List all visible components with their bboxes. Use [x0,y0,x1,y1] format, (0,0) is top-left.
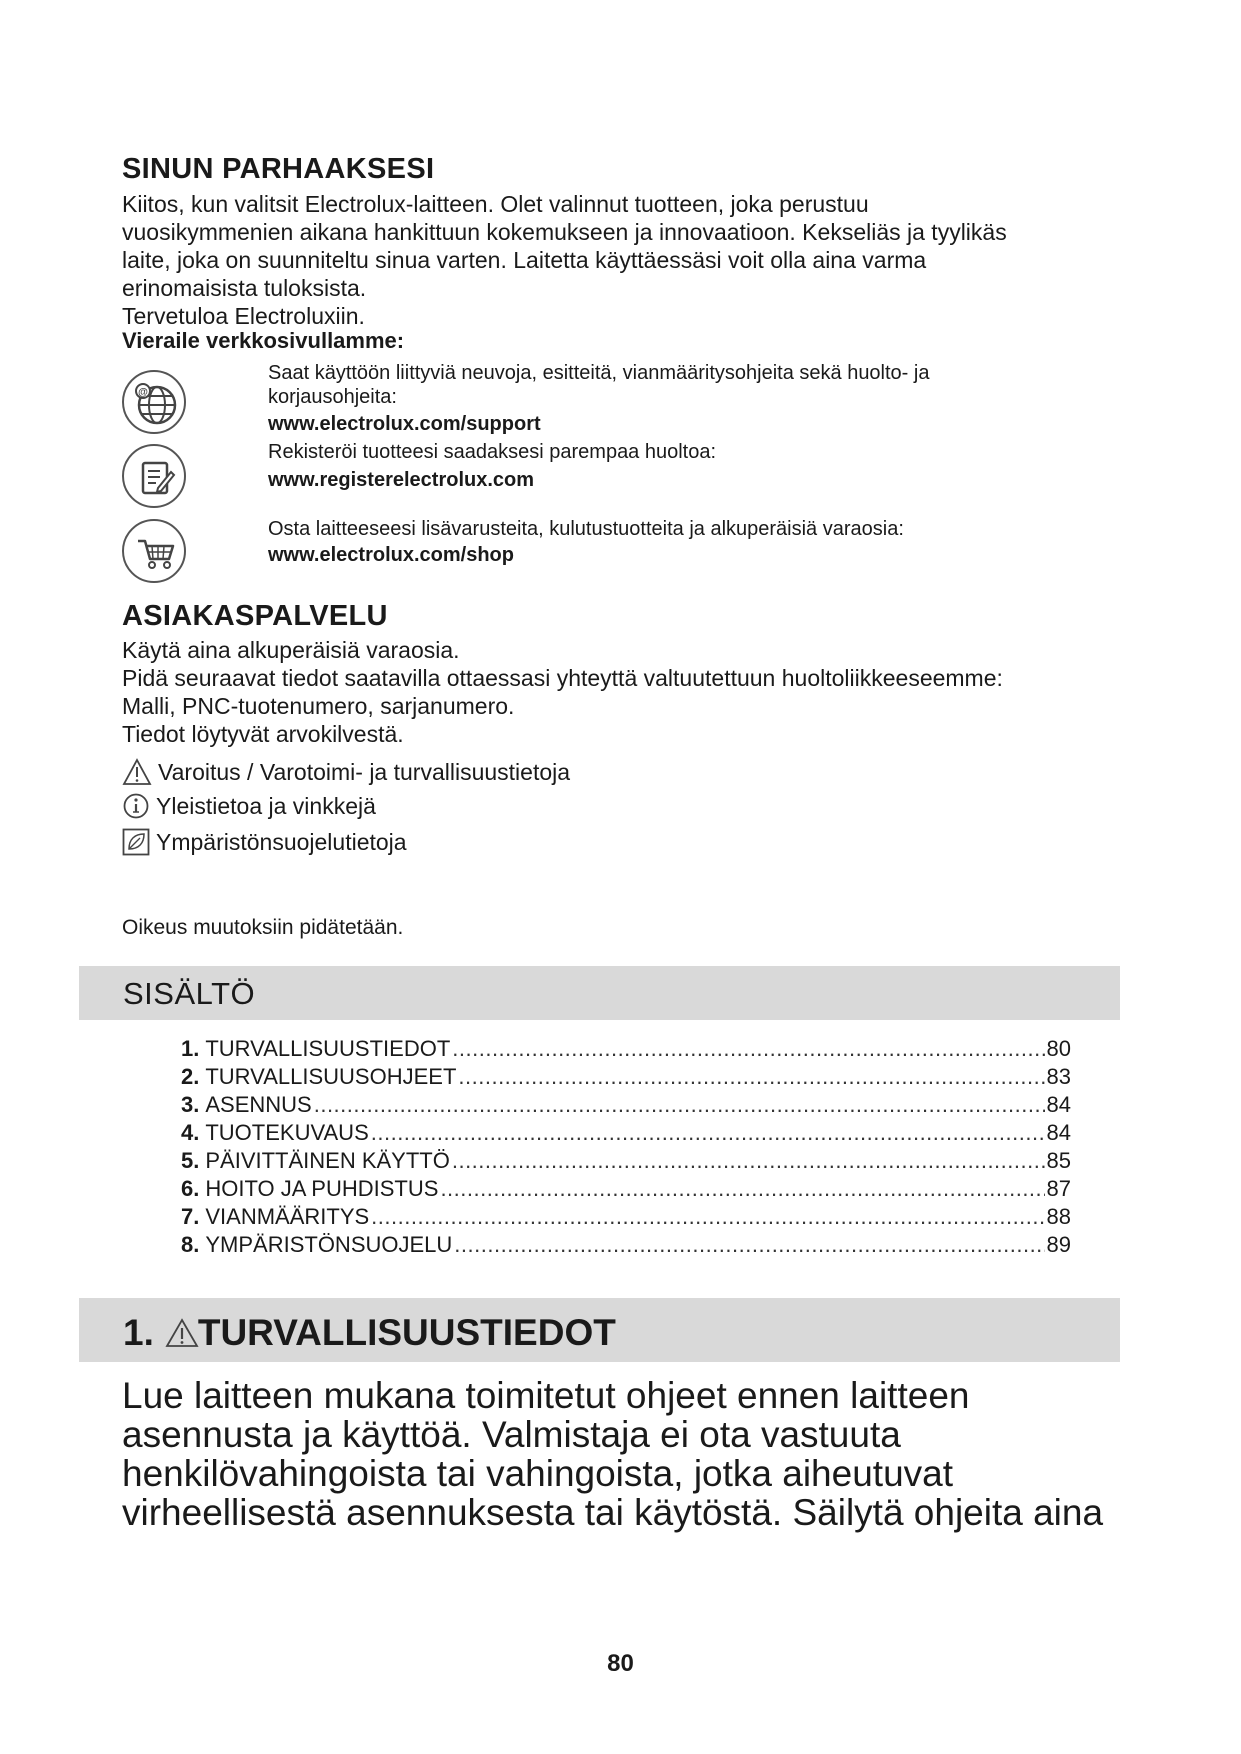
toc-title: TUOTEKUVAUS [205,1120,369,1145]
warning-triangle-icon [122,758,152,786]
link-description: Saat käyttöön liittyviä neuvoja, esitteitä, vianmääritysohjeita sekä huolto- ja [268,362,930,384]
toc-number: 6. [181,1176,200,1201]
toc-number: 8. [181,1232,200,1257]
toc-item[interactable] [181,1148,1071,1176]
toc-number: 3. [181,1092,200,1117]
toc-number: 5. [181,1148,200,1173]
toc-number: 7. [181,1204,200,1229]
toc-item[interactable] [181,1036,1071,1064]
intro-line: erinomaisista tuloksista. [122,275,367,301]
toc-leader [440,1176,1044,1202]
legend-label: Yleistietoa ja vinkkejä [156,792,376,819]
toc-item[interactable] [181,1092,1071,1120]
visit-label: Vieraile verkkosivullamme: [122,328,405,353]
section1-line: asennusta ja käyttöä. Valmistaja ei ota vastuuta [122,1414,901,1455]
section1-line: henkilövahingoista tai vahingoista, jotka aiheutuvat [122,1453,954,1494]
customer-line: Käytä aina alkuperäisiä varaosia. [122,637,460,663]
toc-leader [371,1120,1045,1146]
section-title [123,1312,616,1354]
rights-notice: Oikeus muutoksiin pidätetään. [122,916,404,939]
toc-title: TURVALLISUUSOHJEET [205,1064,457,1089]
toc-leader [314,1092,1045,1118]
toc-page: 83 [1046,1064,1071,1089]
toc-title: TURVALLISUUSTIEDOT [205,1036,451,1061]
section1-paragraph [122,1376,1103,1532]
toc-item[interactable] [181,1120,1071,1148]
support-link[interactable]: www.electrolux.com/support [268,413,541,435]
toc-item[interactable] [181,1064,1071,1092]
section1-line: Lue laitteen mukana toimitetut ohjeet ennen laitteen [122,1375,970,1416]
customer-line: Tiedot löytyvät arvokilvestä. [122,721,404,747]
leaf-icon [122,828,150,856]
legend-warning [122,758,570,786]
toc-title: PÄIVITTÄINEN KÄYTTÖ [205,1148,450,1173]
toc-page: 84 [1046,1092,1071,1117]
legend-label: Ympäristönsuojelutietoja [156,828,407,855]
toc-title: VIANMÄÄRITYS [205,1204,370,1229]
shopping-cart-icon [122,519,186,583]
legend-environment [122,828,407,856]
toc-title: HOITO JA PUHDISTUS [205,1176,439,1201]
link-support [268,361,929,436]
warning-triangle-icon [164,1317,200,1349]
section-heading-text: TURVALLISUUSTIEDOT [197,1312,616,1353]
toc-page: 80 [1046,1036,1071,1061]
section-header-bar [79,1298,1120,1362]
globe-icon [122,370,186,434]
intro-line: Kiitos, kun valitsit Electrolux-laitteen. Olet valinnut tuotteen, joka perustuu [122,191,869,217]
toc-leader [452,1148,1045,1174]
link-description: Osta laitteeseesi lisävarusteita, kulutustuotteita ja alkuperäisiä varaosia: [268,518,904,540]
link-description: Rekisteröi tuotteesi saadaksesi parempaa huoltoa: [268,441,717,463]
toc-leader [454,1232,1044,1258]
toc-heading: SISÄLTÖ [123,976,256,1011]
toc-title: YMPÄRISTÖNSUOJELU [205,1232,453,1257]
register-link[interactable]: www.registerelectrolux.com [268,469,535,491]
toc-page: 88 [1046,1204,1071,1229]
toc-number: 2. [181,1064,200,1089]
toc-item[interactable] [181,1232,1071,1260]
toc-item[interactable] [181,1176,1071,1204]
toc-page: 85 [1046,1148,1071,1173]
toc-number: 1. [181,1036,200,1061]
toc-item[interactable] [181,1204,1071,1232]
toc-page: 84 [1046,1120,1071,1145]
link-register [268,440,716,492]
register-icon [122,444,186,508]
shop-link[interactable]: www.electrolux.com/shop [268,544,514,566]
legend-label: Varoitus / Varotoimi- ja turvallisuustietoja [158,758,571,785]
toc-header-bar [79,966,1120,1020]
customer-heading: ASIAKASPALVELU [122,600,388,632]
customer-line: Pidä seuraavat tiedot saatavilla ottaessasi yhteyttä valtuutettuun huoltoliikkeeseemme: [122,665,1003,691]
svg-text:@: @ [138,387,148,398]
toc-leader [452,1036,1044,1062]
link-shop [268,517,904,567]
section-number: 1. [123,1312,154,1353]
toc-page: 89 [1046,1232,1071,1257]
intro-line: vuosikymmenien aikana hankittuun kokemukseen ja innovaatioon. Kekseliäs ja tyylikäs [122,219,1007,245]
intro-line: laite, joka on suunniteltu sinua varten. Laitetta käyttäessäsi voit olla aina varma [122,247,927,273]
page-number: 80 [607,1650,634,1677]
intro-paragraph [122,190,1007,330]
toc-leader [458,1064,1044,1090]
link-description: korjausohjeita: [268,386,397,408]
intro-line: Tervetuloa Electroluxiin. [122,303,365,329]
toc-title: ASENNUS [205,1092,312,1117]
toc-page: 87 [1046,1176,1071,1201]
section1-line: virheellisestä asennuksesta tai käytöstä. Säilytä ohjeita aina [122,1492,1104,1533]
legend-info [122,792,376,820]
intro-heading: SINUN PARHAAKSESI [122,153,435,185]
customer-paragraph [122,636,1003,748]
toc-number: 4. [181,1120,200,1145]
customer-line: Malli, PNC-tuotenumero, sarjanumero. [122,693,515,719]
info-icon [122,792,150,820]
toc-leader [371,1204,1044,1230]
